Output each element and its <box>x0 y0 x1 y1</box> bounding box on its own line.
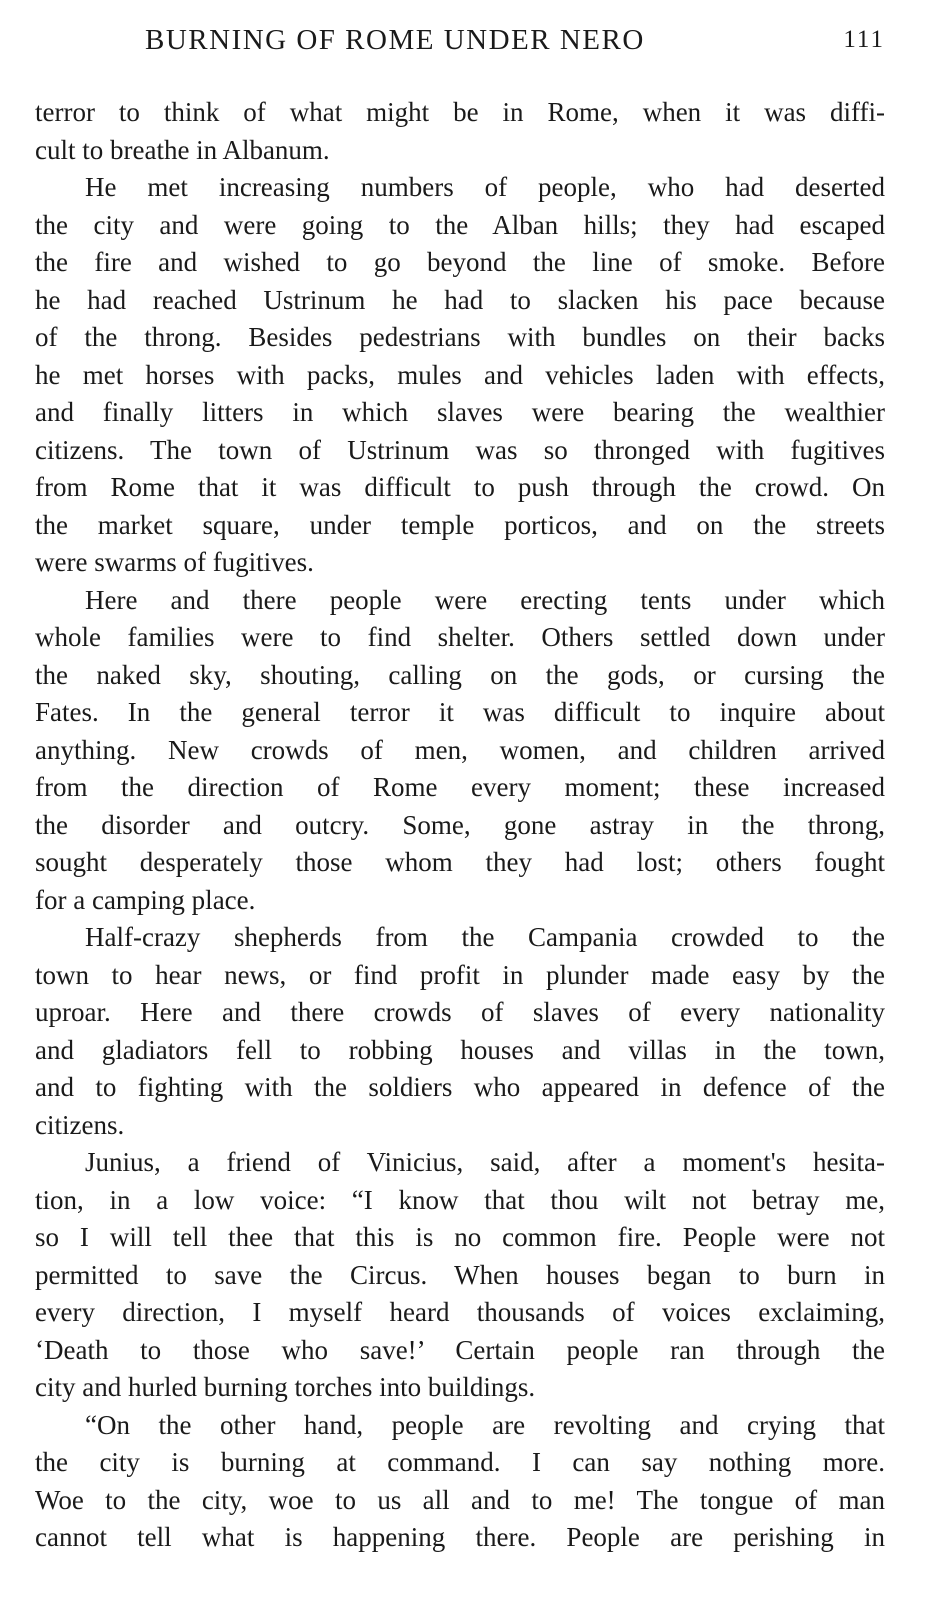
text-line: Here and there people were erecting tents under which <box>85 584 885 615</box>
text-line: citizens. The town of Ustrinum was so thronged with fugitives <box>35 434 885 465</box>
text-line: from the direction of Rome every moment; these increased <box>35 772 885 802</box>
text-line: Woe to the city, woe to us all and to me! The tongue of man <box>35 1484 885 1515</box>
text-line: cult to breathe in Albanum. <box>35 134 330 165</box>
paragraph <box>35 1144 885 1407</box>
text-line: the city and were going to the Alban hills; they had escaped <box>35 209 885 240</box>
text-line: ‘Death to those who save!’ Certain people ran through the <box>35 1334 885 1365</box>
page-number: 111 <box>843 26 885 53</box>
text-line: uproar. Here and there crowds of slaves of every nationality <box>35 997 885 1027</box>
text-line: Junius, a friend of Vinicius, said, after a moment's hesita- <box>85 1147 885 1177</box>
text-line: city and hurled burning torches into buildings. <box>35 1372 536 1402</box>
text-line: so I will tell thee that this is no common fire. People were not <box>35 1222 885 1252</box>
running-title: BURNING OF ROME UNDER NERO <box>145 24 645 56</box>
text-line: anything. New crowds of men, women, and children arrived <box>35 734 885 765</box>
text-line: he had reached Ustrinum he had to slacken his pace because <box>35 284 885 315</box>
text-line: Fates. In the general terror it was difficult to inquire about <box>35 697 885 727</box>
text-line: whole families were to find shelter. Others settled down under <box>35 622 885 652</box>
text-line: terror to think of what might be in Rome, when it was diffi- <box>35 97 885 127</box>
text-line: from Rome that it was difficult to push through the crowd. On <box>35 472 885 502</box>
text-line: town to hear news, or find profit in plunder made easy by the <box>35 959 885 990</box>
text-line: and to fighting with the soldiers who appeared in defence of the <box>35 1072 885 1102</box>
text-line: citizens. <box>35 1109 125 1140</box>
text-line: the naked sky, shouting, calling on the gods, or cursing the <box>35 659 885 690</box>
text-line: the market square, under temple porticos, and on the streets <box>35 509 885 540</box>
text-line: “On the other hand, people are revolting and crying that <box>85 1409 885 1440</box>
text-line: were swarms of fugitives. <box>35 547 314 577</box>
text-line: the fire and wished to go beyond the line of smoke. Before <box>35 247 885 277</box>
text-line: of the throng. Besides pedestrians with bundles on their backs <box>35 322 885 352</box>
text-line: cannot tell what is happening there. People are perishing in <box>35 1522 885 1552</box>
text-line: tion, in a low voice: “I know that thou wilt not betray me, <box>35 1184 885 1215</box>
text-line: every direction, I myself heard thousands of voices exclaiming, <box>35 1297 885 1327</box>
paragraph <box>35 94 885 169</box>
running-header <box>35 24 885 64</box>
text-line: He met increasing numbers of people, who had deserted <box>85 172 885 202</box>
text-line: and gladiators fell to robbing houses and villas in the town, <box>35 1034 885 1065</box>
text-line: permitted to save the Circus. When houses began to burn in <box>35 1259 885 1290</box>
paragraph <box>35 919 885 1144</box>
text-line: the city is burning at command. I can say nothing more. <box>35 1447 885 1477</box>
text-line: the disorder and outcry. Some, gone astray in the throng, <box>35 809 885 840</box>
text-line: Half-crazy shepherds from the Campania crowded to the <box>85 922 885 952</box>
page-body <box>35 94 885 1557</box>
text-line: sought desperately those whom they had lost; others fought <box>35 847 885 877</box>
text-line: for a camping place. <box>35 884 256 915</box>
paragraph <box>35 1407 885 1557</box>
text-line: he met horses with packs, mules and vehicles laden with effects, <box>35 359 885 390</box>
text-line: and finally litters in which slaves were bearing the wealthier <box>35 397 885 427</box>
paragraph <box>35 582 885 920</box>
paragraph <box>35 169 885 582</box>
